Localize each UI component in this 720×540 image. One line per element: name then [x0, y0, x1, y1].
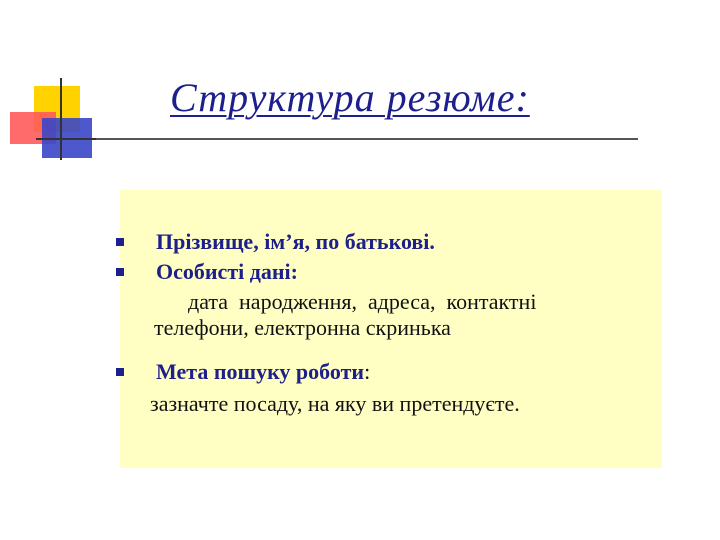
- title-rule: [96, 138, 638, 140]
- vertical-line: [60, 78, 62, 160]
- job-goal-label: Мета пошуку роботи: [156, 359, 365, 384]
- slide-title: Структура резюме:: [170, 75, 530, 120]
- bullet-marker: [116, 238, 124, 246]
- bullet-item-job-goal: [156, 358, 370, 386]
- personal-data-detail-line2: телефони, електронна скринька: [154, 315, 451, 340]
- personal-data-detail-line1: дата народження, адреса, контактні: [188, 289, 537, 314]
- content-box: [120, 190, 662, 468]
- decorative-logo: [0, 0, 110, 170]
- bullet-item-name: Прізвище, ім’я, по батькові.: [156, 229, 435, 254]
- bullet-marker: [116, 368, 124, 376]
- bullet-item-personal-data: Особисті дані:: [156, 259, 298, 284]
- bullet-marker: [116, 268, 124, 276]
- horizontal-line: [36, 138, 96, 140]
- job-goal-detail: зазначте посаду, на яку ви претендуєте.: [150, 391, 520, 416]
- job-goal-colon: :: [364, 359, 371, 384]
